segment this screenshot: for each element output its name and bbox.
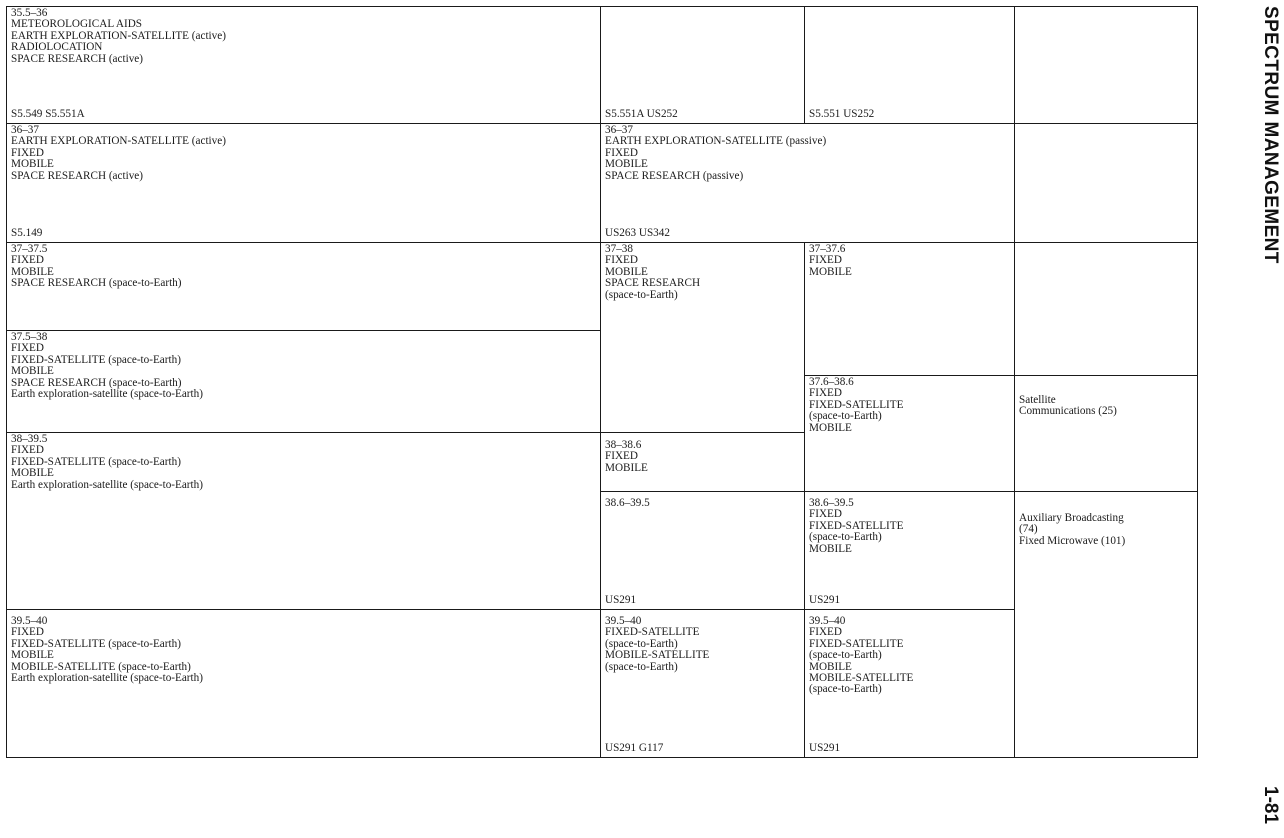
cell-line: FIXED [605, 146, 638, 159]
cell-line: SPACE RESEARCH (active) [11, 52, 143, 65]
cell-line: MOBILE [11, 365, 54, 378]
table-cell-37-38-federal [601, 243, 804, 432]
cell-line: MOBILE-SATELLITE [605, 649, 710, 662]
cell-line: FIXED [809, 508, 842, 521]
cell-line: SPACE RESEARCH (passive) [605, 169, 744, 182]
cell-line: EARTH EXPLORATION-SATELLITE (active) [11, 135, 226, 148]
cell-line: 36–37 [605, 124, 633, 136]
cell-line: EARTH EXPLORATION-SATELLITE (active) [11, 29, 226, 42]
cell-line: FIXED-SATELLITE (space-to-Earth) [11, 353, 181, 366]
cell-line: METEOROLOGICAL AIDS [11, 18, 143, 31]
cell-line: 35.5–36 [11, 7, 48, 19]
cell-line: Communications (25) [1019, 405, 1117, 418]
cell-footnote: S5.551A US252 [605, 107, 678, 120]
cell-line: FIXED-SATELLITE [809, 519, 904, 532]
table-cell-35-5-36 [7, 7, 600, 123]
cell-footnote: US291 [809, 741, 841, 754]
table-cell-35-5-36-federal [601, 7, 804, 123]
cell-line: SPACE RESEARCH [605, 277, 701, 290]
cell-line: Fixed Microwave (101) [1019, 534, 1126, 547]
table-cell-36-37-us [601, 124, 1014, 242]
cell-line: Satellite [1019, 394, 1056, 406]
cell-line: Earth exploration-satellite (space-to-Earth) [11, 672, 203, 685]
table-cell-37-37-5 [7, 243, 600, 330]
cell-footnote: US263 US342 [605, 226, 670, 239]
cell-line: FIXED-SATELLITE (space-to-Earth) [11, 455, 181, 468]
table-cell-39-5-40-intl [7, 610, 600, 757]
cell-line: Earth exploration-satellite (space-to-Earth) [11, 388, 203, 401]
cell-line: FIXED [11, 342, 44, 355]
cell-line: MOBILE-SATELLITE [809, 672, 914, 685]
cell-line: FIXED [11, 444, 44, 457]
cell-line: 36–37 [11, 124, 39, 136]
cell-line: MOBILE [605, 158, 648, 171]
cell-line: MOBILE [11, 467, 54, 480]
cell-line: SPACE RESEARCH (space-to-Earth) [11, 376, 182, 389]
cell-line: MOBILE [809, 542, 852, 555]
cell-line: (space-to-Earth) [809, 410, 882, 423]
cell-line: FIXED [809, 387, 842, 400]
cell-line: FIXED-SATELLITE [605, 626, 700, 639]
cell-footnote: S5.551 US252 [809, 107, 875, 120]
cell-line: (space-to-Earth) [809, 649, 882, 662]
table-cell-38-6-39-5-federal [601, 492, 804, 609]
table-cell-37-6-38-6 [805, 376, 1014, 491]
cell-footnote: S5.149 [11, 226, 43, 239]
cell-footnote: S5.549 S5.551A [11, 107, 85, 120]
cell-footnote: US291 [809, 593, 841, 606]
cell-line: MOBILE [11, 158, 54, 171]
table-cell-39-5-40-nonfederal [805, 610, 1014, 757]
table-rule [6, 757, 1198, 758]
cell-line: FIXED [809, 626, 842, 639]
cell-line: FIXED [809, 254, 842, 267]
cell-line: MOBILE [605, 461, 648, 474]
cell-line: 38.6–39.5 [809, 497, 854, 509]
cell-line: 37–37.5 [11, 243, 48, 255]
table-cell-39-5-40-federal [601, 610, 804, 757]
table-cell-satellite-communications [1015, 376, 1197, 491]
cell-line: (space-to-Earth) [605, 288, 678, 301]
table-cell-37-37-6 [805, 243, 1014, 375]
cell-line: (space-to-Earth) [809, 683, 882, 696]
cell-line: MOBILE [809, 265, 852, 278]
cell-line: (space-to-Earth) [809, 531, 882, 544]
cell-line: SPACE RESEARCH (active) [11, 169, 143, 182]
cell-line: 39.5–40 [11, 615, 48, 627]
cell-line: MOBILE [605, 265, 648, 278]
cell-line: 37.6–38.6 [809, 376, 854, 388]
cell-line: (74) [1019, 523, 1038, 536]
table-cell-38-38-6 [601, 433, 804, 491]
table-rule [1197, 6, 1198, 758]
cell-line: FIXED-SATELLITE [809, 398, 904, 411]
cell-line: FIXED [11, 626, 44, 639]
cell-line: FIXED [11, 254, 44, 267]
cell-line: FIXED [11, 146, 44, 159]
table-cell-38-39-5 [7, 433, 600, 609]
section-title: SPECTRUM MANAGEMENT [1260, 6, 1281, 264]
table-cell-37-5-38 [7, 331, 600, 432]
table-cell-36-37-intl [7, 124, 600, 242]
cell-line: (space-to-Earth) [605, 637, 678, 650]
cell-line: 38.6–39.5 [605, 497, 650, 509]
cell-line: 37–37.6 [809, 243, 846, 255]
page-number: 1-81 [1260, 786, 1281, 825]
cell-footnote: US291 G117 [605, 741, 664, 754]
cell-line: SPACE RESEARCH (space-to-Earth) [11, 277, 182, 290]
cell-line: MOBILE [809, 660, 852, 673]
cell-line: 39.5–40 [809, 615, 846, 627]
cell-line: 37–38 [605, 243, 633, 255]
cell-line: FIXED-SATELLITE [809, 637, 904, 650]
table-cell-38-6-39-5-nonfederal [805, 492, 1014, 609]
cell-line: 38–38.6 [605, 439, 642, 451]
cell-line: MOBILE [11, 649, 54, 662]
cell-line: RADIOLOCATION [11, 41, 103, 54]
cell-line: 38–39.5 [11, 433, 48, 445]
cell-line: MOBILE-SATELLITE (space-to-Earth) [11, 660, 191, 673]
cell-line: Auxiliary Broadcasting [1019, 512, 1124, 524]
table-cell-35-5-36-nonfederal [805, 7, 1014, 123]
cell-line: MOBILE [809, 421, 852, 434]
cell-line: (space-to-Earth) [605, 660, 678, 673]
cell-line: FIXED [605, 254, 638, 267]
cell-line: MOBILE [11, 265, 54, 278]
table-cell-auxiliary-broadcasting [1015, 492, 1197, 757]
cell-line: EARTH EXPLORATION-SATELLITE (passive) [605, 135, 827, 148]
cell-line: Earth exploration-satellite (space-to-Earth) [11, 478, 203, 491]
cell-line: 37.5–38 [11, 331, 48, 343]
cell-footnote: US291 [605, 593, 637, 606]
cell-line: FIXED [605, 450, 638, 463]
cell-line: FIXED-SATELLITE (space-to-Earth) [11, 637, 181, 650]
cell-line: 39.5–40 [605, 615, 642, 627]
